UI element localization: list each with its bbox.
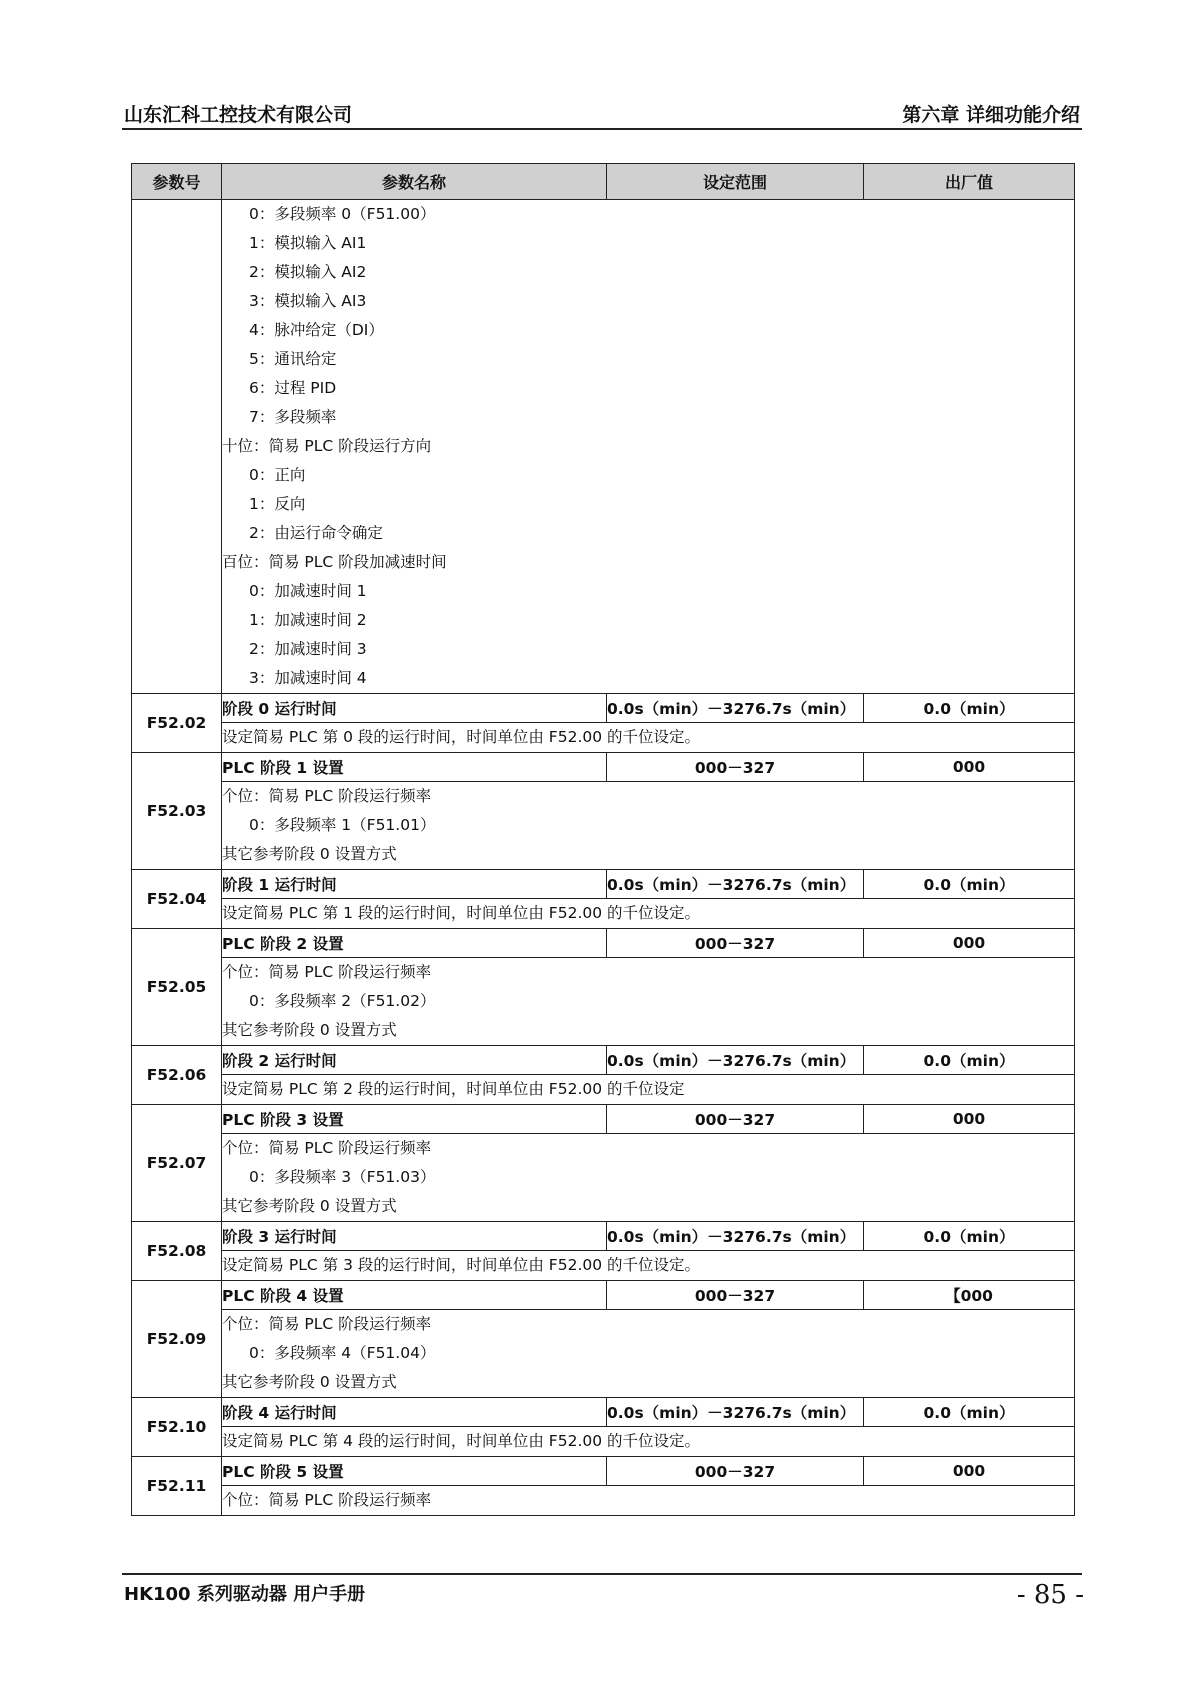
param-default: 000	[864, 1105, 1075, 1134]
param-code: F52.06	[132, 1046, 222, 1105]
table-row	[132, 870, 1075, 899]
footer-divider	[122, 1573, 1082, 1575]
table-row	[132, 694, 1075, 723]
param-description	[222, 958, 1075, 1046]
description-line: 其它参考阶段 0 设置方式	[222, 845, 397, 863]
param-default: 0.0（min）	[864, 870, 1075, 899]
param-range: 000－327	[607, 1281, 864, 1310]
table-row	[132, 1046, 1075, 1075]
param-name: PLC 阶段 4 设置	[222, 1281, 607, 1310]
param-description	[222, 1075, 1075, 1105]
description-line: 0：正向	[249, 466, 306, 484]
param-default: 【000	[864, 1281, 1075, 1310]
table-row	[132, 782, 1075, 870]
param-description	[222, 782, 1075, 870]
description-line: 3：模拟输入 AI3	[249, 292, 367, 310]
description-line: 7：多段频率	[249, 408, 337, 426]
table-row	[132, 958, 1075, 1046]
param-code-cell	[132, 200, 222, 694]
description-line: 2：模拟输入 AI2	[249, 263, 367, 281]
description-line: 设定简易 PLC 第 0 段的运行时间，时间单位由 F52.00 的千位设定。	[222, 728, 701, 746]
param-default: 0.0（min）	[864, 694, 1075, 723]
description-line: 其它参考阶段 0 设置方式	[222, 1373, 397, 1391]
param-description	[222, 723, 1075, 753]
description-line: 其它参考阶段 0 设置方式	[222, 1021, 397, 1039]
description-line: 0：多段频率 0（F51.00）	[249, 205, 436, 223]
table-row	[132, 929, 1075, 958]
table-row	[132, 899, 1075, 929]
description-line: 0：多段频率 1（F51.01）	[249, 816, 436, 834]
param-code: F52.08	[132, 1222, 222, 1281]
table-row	[132, 1105, 1075, 1134]
table-header-row	[132, 164, 1075, 200]
chapter-title: 第六章 详细功能介绍	[902, 104, 1080, 126]
param-description	[222, 899, 1075, 929]
param-default: 0.0（min）	[864, 1046, 1075, 1075]
param-name: 阶段 0 运行时间	[222, 694, 607, 723]
description-line: 个位：简易 PLC 阶段运行频率	[222, 1491, 432, 1509]
description-line: 0：多段频率 3（F51.03）	[249, 1168, 436, 1186]
description-line: 0：多段频率 4（F51.04）	[249, 1344, 436, 1362]
description-line: 2：由运行命令确定	[249, 524, 383, 542]
description-line: 1：加减速时间 2	[249, 611, 367, 629]
column-header-default: 出厂值	[864, 164, 1075, 200]
table-row	[132, 1075, 1075, 1105]
table-row	[132, 1281, 1075, 1310]
description-line: 设定简易 PLC 第 2 段的运行时间，时间单位由 F52.00 的千位设定	[222, 1080, 685, 1098]
param-description	[222, 200, 1075, 694]
param-name: 阶段 3 运行时间	[222, 1222, 607, 1251]
param-description	[222, 1310, 1075, 1398]
column-header-name: 参数名称	[222, 164, 607, 200]
description-line: 个位：简易 PLC 阶段运行频率	[222, 963, 432, 981]
page-header	[122, 96, 1082, 130]
description-line: 6：过程 PID	[249, 379, 337, 397]
table-row	[132, 1398, 1075, 1427]
param-name: PLC 阶段 5 设置	[222, 1457, 607, 1486]
description-line: 4：脉冲给定（DI）	[249, 321, 384, 339]
param-code: F52.09	[132, 1281, 222, 1398]
param-default: 0.0（min）	[864, 1398, 1075, 1427]
table-row	[132, 1134, 1075, 1222]
param-name: 阶段 1 运行时间	[222, 870, 607, 899]
param-name: 阶段 4 运行时间	[222, 1398, 607, 1427]
table-row	[132, 723, 1075, 753]
description-line: 百位：简易 PLC 阶段加减速时间	[222, 553, 447, 571]
description-line: 十位：简易 PLC 阶段运行方向	[222, 437, 432, 455]
param-name: PLC 阶段 1 设置	[222, 753, 607, 782]
table-row	[132, 1222, 1075, 1251]
param-code: F52.11	[132, 1457, 222, 1516]
param-range: 0.0s（min）－3276.7s（min）	[607, 1046, 864, 1075]
param-name: PLC 阶段 2 设置	[222, 929, 607, 958]
param-code: F52.02	[132, 694, 222, 753]
table-row	[132, 1310, 1075, 1398]
param-default: 000	[864, 1457, 1075, 1486]
param-range: 000－327	[607, 1105, 864, 1134]
description-line: 5：通讯给定	[249, 350, 337, 368]
manual-title: HK100 系列驱动器 用户手册	[124, 1584, 366, 1605]
description-line: 1：模拟输入 AI1	[249, 234, 367, 252]
param-default: 0.0（min）	[864, 1222, 1075, 1251]
param-description	[222, 1427, 1075, 1457]
param-default: 000	[864, 753, 1075, 782]
description-line: 个位：简易 PLC 阶段运行频率	[222, 1139, 432, 1157]
table-row	[132, 1251, 1075, 1281]
table-row	[132, 753, 1075, 782]
param-range: 0.0s（min）－3276.7s（min）	[607, 1398, 864, 1427]
param-code: F52.03	[132, 753, 222, 870]
description-line: 2：加减速时间 3	[249, 640, 367, 658]
table-body	[132, 200, 1075, 1516]
param-range: 0.0s（min）－3276.7s（min）	[607, 694, 864, 723]
table-row	[132, 200, 1075, 694]
description-line: 个位：简易 PLC 阶段运行频率	[222, 1315, 432, 1333]
param-range: 000－327	[607, 929, 864, 958]
param-range: 000－327	[607, 1457, 864, 1486]
param-name: 阶段 2 运行时间	[222, 1046, 607, 1075]
column-header-range: 设定范围	[607, 164, 864, 200]
table-row	[132, 1486, 1075, 1516]
param-range: 000－327	[607, 753, 864, 782]
description-line: 设定简易 PLC 第 3 段的运行时间，时间单位由 F52.00 的千位设定。	[222, 1256, 701, 1274]
description-line: 1：反向	[249, 495, 306, 513]
param-code: F52.07	[132, 1105, 222, 1222]
description-line: 0：多段频率 2（F51.02）	[249, 992, 436, 1010]
description-line: 设定简易 PLC 第 1 段的运行时间，时间单位由 F52.00 的千位设定。	[222, 904, 701, 922]
param-default: 000	[864, 929, 1075, 958]
parameter-table	[131, 163, 1075, 1516]
column-header-code: 参数号	[132, 164, 222, 200]
param-code: F52.05	[132, 929, 222, 1046]
param-name: PLC 阶段 3 设置	[222, 1105, 607, 1134]
description-line: 其它参考阶段 0 设置方式	[222, 1197, 397, 1215]
description-line: 设定简易 PLC 第 4 段的运行时间，时间单位由 F52.00 的千位设定。	[222, 1432, 701, 1450]
description-line: 3：加减速时间 4	[249, 669, 367, 687]
page-number: - 85 -	[1016, 1580, 1084, 1610]
table-row	[132, 1457, 1075, 1486]
param-description	[222, 1134, 1075, 1222]
param-description	[222, 1486, 1075, 1516]
param-range: 0.0s（min）－3276.7s（min）	[607, 870, 864, 899]
param-code: F52.10	[132, 1398, 222, 1457]
description-line: 个位：简易 PLC 阶段运行频率	[222, 787, 432, 805]
param-description	[222, 1251, 1075, 1281]
table-row	[132, 1427, 1075, 1457]
description-line: 0：加减速时间 1	[249, 582, 367, 600]
param-range: 0.0s（min）－3276.7s（min）	[607, 1222, 864, 1251]
company-name: 山东汇科工控技术有限公司	[124, 104, 353, 126]
param-code: F52.04	[132, 870, 222, 929]
